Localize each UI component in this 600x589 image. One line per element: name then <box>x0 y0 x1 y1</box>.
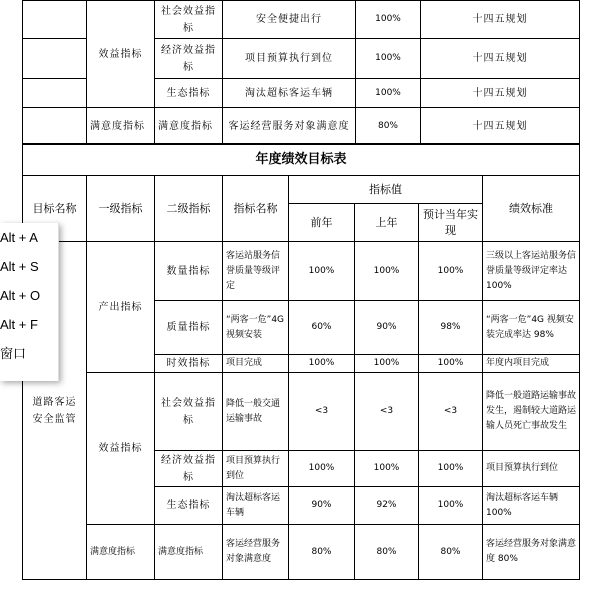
value-cell: 100% <box>356 79 421 108</box>
shortcut-item-alt-a[interactable]: Alt + A <box>0 230 38 245</box>
last-year-cell: 90% <box>355 301 419 355</box>
header-prev-year: 前年 <box>289 204 355 242</box>
header-standard: 绩效标准 <box>483 176 580 242</box>
last-year-cell: 100% <box>355 355 419 373</box>
level1-cell: 满意度指标 <box>87 108 155 145</box>
shortcut-popup-menu <box>0 223 59 381</box>
standard-cell: 十四五规划 <box>421 1 580 39</box>
standard-cell: 客运经营服务对象满意度 80% <box>483 525 580 580</box>
prev-year-cell: 100% <box>289 355 355 373</box>
prev-year-cell: 100% <box>289 242 355 301</box>
last-year-cell: 80% <box>355 525 419 580</box>
last-year-cell: 92% <box>355 487 419 525</box>
value-cell: 100% <box>356 1 421 39</box>
standard-cell: 三级以上客运站服务信誉质量等级评定率达 100% <box>483 242 580 301</box>
level2-cell: 质量指标 <box>155 301 223 355</box>
level2-cell: 经济效益指标 <box>155 451 223 487</box>
benefit-group-label: 效益指标 <box>87 1 155 108</box>
standard-cell: 淘汰超标客运车辆 100% <box>483 487 580 525</box>
indicator-name-cell: 项目完成 <box>223 355 289 373</box>
header-indicator-name: 指标名称 <box>223 176 289 242</box>
header-level2: 二级指标 <box>155 176 223 242</box>
expected-cell: 100% <box>419 451 483 487</box>
shortcut-item-alt-o[interactable]: Alt + O <box>0 288 41 303</box>
last-year-cell: <3 <box>355 373 419 451</box>
level2-cell: 生态指标 <box>155 487 223 525</box>
indicator-name-cell: 客运站服务信誉质量等级评定 <box>223 242 289 301</box>
header-target-name: 目标名称 <box>23 176 87 242</box>
target-name-cell: 道路客运安全监管 <box>23 242 87 580</box>
indicator-name-cell: 淘汰超标客运车辆 <box>223 487 289 525</box>
shortcut-item-window[interactable]: 窗口 <box>0 346 27 361</box>
prev-year-cell: 80% <box>289 525 355 580</box>
standard-cell: 十四五规划 <box>421 39 580 79</box>
standard-cell: 十四五规划 <box>421 79 580 108</box>
expected-cell: 80% <box>419 525 483 580</box>
expected-cell: 100% <box>419 355 483 373</box>
level2-cell: 时效指标 <box>155 355 223 373</box>
indicator-name-cell: “两客一危”4G 视频安装 <box>223 301 289 355</box>
indicator-name-cell: 客运经营服务对象满意度 <box>223 108 356 145</box>
top-indicator-table <box>22 0 580 145</box>
standard-cell: 十四五规划 <box>421 108 580 145</box>
value-cell: 80% <box>356 108 421 145</box>
indicator-name-cell: 降低一般交通运输事故 <box>223 373 289 451</box>
header-level1: 一级指标 <box>87 176 155 242</box>
level2-cell: 数量指标 <box>155 242 223 301</box>
shortcut-item-alt-f[interactable]: Alt + F <box>0 317 38 332</box>
last-year-cell: 100% <box>355 451 419 487</box>
level2-cell: 经济效益指标 <box>155 39 223 79</box>
expected-cell: <3 <box>419 373 483 451</box>
satisfaction-group-label: 满意度指标 <box>87 525 155 580</box>
value-cell: 100% <box>356 39 421 79</box>
level2-cell: 满意度指标 <box>155 108 223 145</box>
prev-year-cell: 60% <box>289 301 355 355</box>
header-expected: 预计当年实现 <box>419 204 483 242</box>
indicator-name-cell: 项目预算执行到位 <box>223 39 356 79</box>
header-indicator-value: 指标值 <box>289 176 483 204</box>
standard-cell: “两客一危”4G 视频安装完成率达 98% <box>483 301 580 355</box>
level2-cell: 满意度指标 <box>155 525 223 580</box>
benefit-group-label: 效益指标 <box>87 373 155 525</box>
table-title: 年度绩效目标表 <box>23 144 580 176</box>
shortcut-item-alt-s[interactable]: Alt + S <box>0 259 39 274</box>
output-group-label: 产出指标 <box>87 242 155 373</box>
indicator-name-cell: 项目预算执行到位 <box>223 451 289 487</box>
last-year-cell: 100% <box>355 242 419 301</box>
prev-year-cell: 90% <box>289 487 355 525</box>
prev-year-cell: <3 <box>289 373 355 451</box>
indicator-name-cell: 淘汰超标客运车辆 <box>223 79 356 108</box>
level2-cell: 社会效益指标 <box>155 373 223 451</box>
standard-cell: 年度内项目完成 <box>483 355 580 373</box>
annual-performance-table <box>22 143 580 580</box>
expected-cell: 100% <box>419 242 483 301</box>
header-last-year: 上年 <box>355 204 419 242</box>
indicator-name-cell: 安全便捷出行 <box>223 1 356 39</box>
expected-cell: 100% <box>419 487 483 525</box>
indicator-name-cell: 客运经营服务对象满意度 <box>223 525 289 580</box>
level2-cell: 社会效益指标 <box>155 1 223 39</box>
expected-cell: 98% <box>419 301 483 355</box>
prev-year-cell: 100% <box>289 451 355 487</box>
standard-cell: 项目预算执行到位 <box>483 451 580 487</box>
level2-cell: 生态指标 <box>155 79 223 108</box>
standard-cell: 降低一般道路运输事故发生，遏制较大道路运输人员死亡事故发生 <box>483 373 580 451</box>
